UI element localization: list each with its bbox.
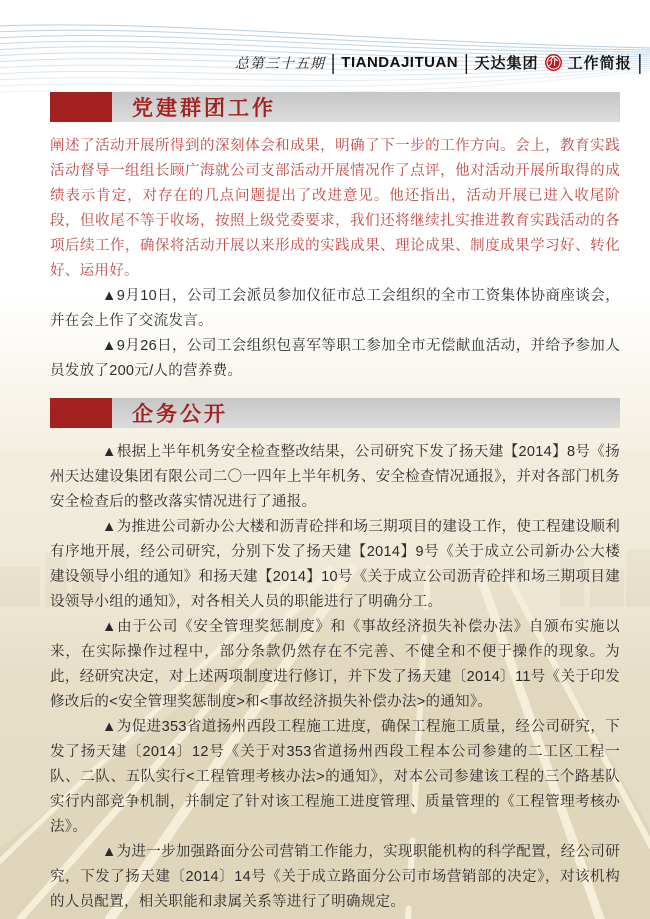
- masthead: [235, 52, 642, 73]
- issue-number: 总第三十五期: [234, 55, 325, 72]
- section-header-party-group-work: [50, 92, 620, 122]
- section-header-enterprise-disclosure: [50, 398, 620, 428]
- paragraph: ▲9月26日，公司工会组织包喜军等职工参加全市无偿献血活动，并给予参加人员发放了200元/人的营养费。: [50, 338, 620, 379]
- tianda-logo-icon: 介: [545, 54, 562, 71]
- separator: |: [637, 50, 642, 74]
- brand-name-cn: 天达集团: [474, 55, 539, 72]
- bulletin-title: 工作简报: [567, 55, 632, 72]
- separator: |: [330, 50, 336, 74]
- paragraph: ▲为进一步加强路面分公司营销工作能力，实现职能机构的科学配置，经公司研究，下发了扬天建〔2014〕14号《关于成立路面分公司市场营销部的决定》，对该机构的人员配置，相关职能和隶属关系等进行了明确规定。: [50, 844, 620, 910]
- paragraph: ▲9月10日，公司工会派员参加仪征市总工会组织的全市工资集体协商座谈会，并在会上作了交流发言。: [50, 288, 620, 329]
- paragraph: 阐述了活动开展所得到的深刻体会和成果，明确了下一步的工作方向。会上，教育实践活动督导一组组长顾广海就公司支部活动开展情况作了点评，他对活动开展所取得的成绩表示肯定，对存在的几点问题提出了改进意见。他还指出，活动开展已进入收尾阶段，但收尾不等于收场，按照上级党委要求，我们还将继续扎实推进教育实践活动的各项后续工作，确保将活动开展以来形成的实践成果、理论成果、制度成果学习好、转化好、运用好。: [50, 138, 620, 279]
- section-title: 党建群团工作: [132, 97, 276, 120]
- section-body-enterprise-disclosure: [50, 428, 620, 915]
- paragraph: ▲根据上半年机务安全检查整改结果，公司研究下发了扬天建【2014】8号《扬州天达建设集团有限公司二〇一四年上半年机务、安全检查情况通报》，并对各部门机务安全检查后的整改落实情况进行了通报。: [50, 444, 620, 510]
- section-marker-block: [50, 398, 112, 428]
- section-marker-block: [50, 92, 112, 122]
- section-title: 企务公开: [132, 403, 228, 426]
- separator: |: [464, 50, 469, 74]
- brand-name-en: TIANDAJITUAN: [341, 54, 459, 71]
- section-body-party-group-work: [50, 122, 620, 384]
- paragraph: ▲为促进353省道扬州西段工程施工进度，确保工程施工质量，经公司研究，下发了扬天建〔2014〕12号《关于对353省道扬州西段工程本公司参建的二工区工程一队、二队、五队实行<工程管理考核办法>的通知》，对本公司参建该工程的三个路基队实行内部竞争机制，并制定了针对该工程施工进度管理、质量管理的《工程管理考核办法》。: [50, 719, 620, 835]
- section-gap: [50, 384, 620, 398]
- content-column: [50, 92, 620, 915]
- paragraph: ▲由于公司《安全管理奖惩制度》和《事故经济损失补偿办法》自颁布实施以来，在实际操作过程中，部分条款仍然存在不完善、不健全和不便于操作的现象。为此，经研究决定，对上述两项制度进行修订，并下发了扬天建〔2014〕11号《关于印发修改后的<安全管理奖惩制度>和<事故经济损失补偿办法>的通知》。: [50, 619, 620, 710]
- paragraph: ▲为推进公司新办公大楼和沥青砼拌和场三期项目的建设工作，使工程建设顺利有序地开展，经公司研究，分别下发了扬天建【2014】9号《关于成立公司新办公大楼建设领导小组的通知》和扬天建【2014】10号《关于成立公司沥青砼拌和场三期项目建设领导小组的通知》，对各相关人员的职能进行了明确分工。: [50, 519, 620, 610]
